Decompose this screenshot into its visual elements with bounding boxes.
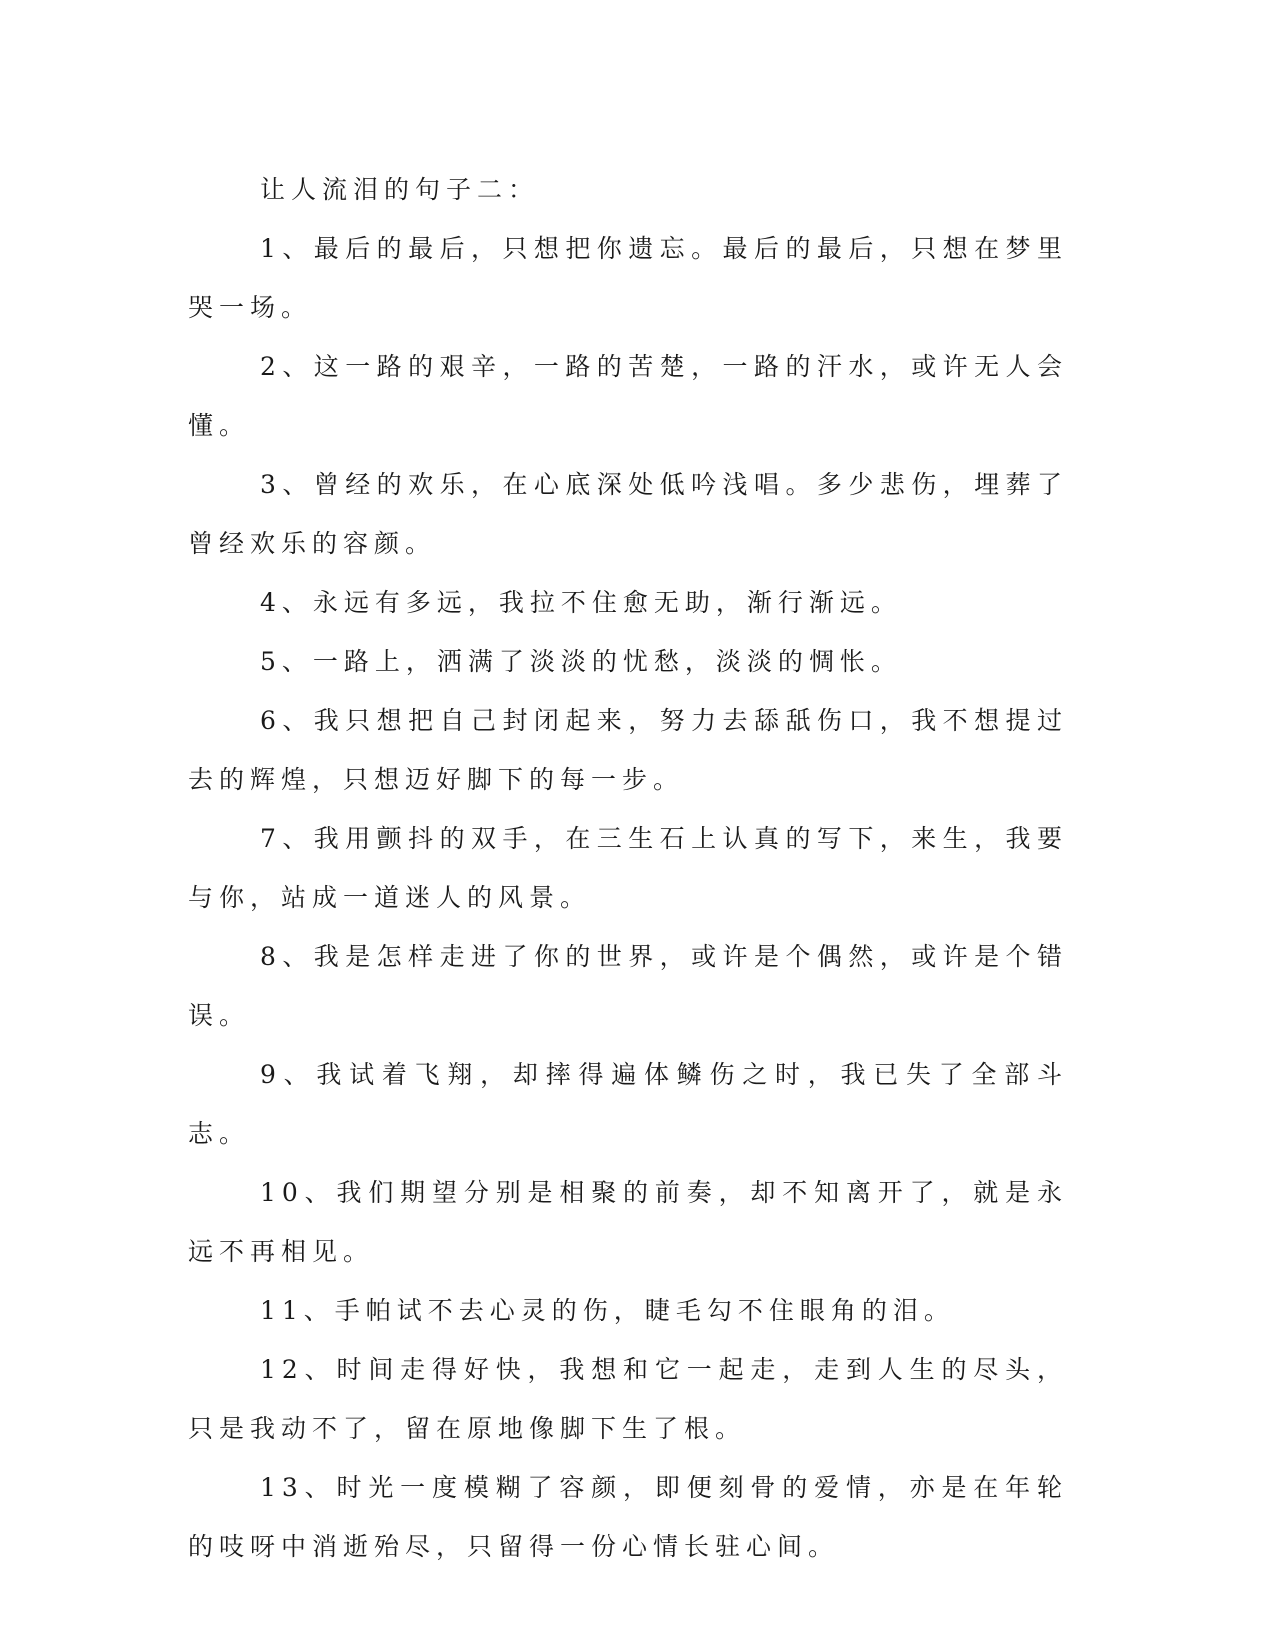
sentence-paragraph-6: 6、我只想把自己封闭起来，努力去舔舐伤口，我不想提过去的辉煌，只想迈好脚下的每一步。 [188,706,1068,794]
sentence-paragraph-11: 11、手帕试不去心灵的伤，睫毛勾不住眼角的泪。 [260,1296,955,1325]
sentence-paragraph-3: 3、曾经的欢乐，在心底深处低吟浅唱。多少悲伤，埋葬了曾经欢乐的容颜。 [188,470,1068,558]
sentence-paragraph-10: 10、我们期望分别是相聚的前奏，却不知离开了，就是永远不再相见。 [188,1178,1068,1266]
sentence-paragraph-8: 8、我是怎样走进了你的世界，或许是个偶然，或许是个错误。 [188,942,1068,1030]
sentence-paragraph-13: 13、时光一度模糊了容颜，即便刻骨的爱情，亦是在年轮的吱呀中消逝殆尽，只留得一份心情长驻心间。 [188,1473,1068,1561]
sentence-paragraph-2: 2、这一路的艰辛，一路的苦楚，一路的汗水，或许无人会懂。 [188,352,1068,440]
section-heading: 让人流泪的句子二： [260,175,540,204]
sentence-paragraph-1: 1、最后的最后，只想把你遗忘。最后的最后，只想在梦里哭一场。 [188,234,1068,322]
sentence-paragraph-5: 5、一路上，洒满了淡淡的忧愁，淡淡的惆怅。 [260,647,902,676]
document-body [188,160,1068,1576]
sentence-paragraph-9: 9、我试着飞翔，却摔得遍体鳞伤之时，我已失了全部斗志。 [188,1060,1068,1148]
sentence-paragraph-4: 4、永远有多远，我拉不住愈无助，渐行渐远。 [260,588,902,617]
sentence-paragraph-12: 12、时间走得好快，我想和它一起走，走到人生的尽头，只是我动不了，留在原地像脚下生了根。 [188,1355,1068,1443]
sentence-paragraph-7: 7、我用颤抖的双手，在三生石上认真的写下，来生，我要与你，站成一道迷人的风景。 [188,824,1068,912]
